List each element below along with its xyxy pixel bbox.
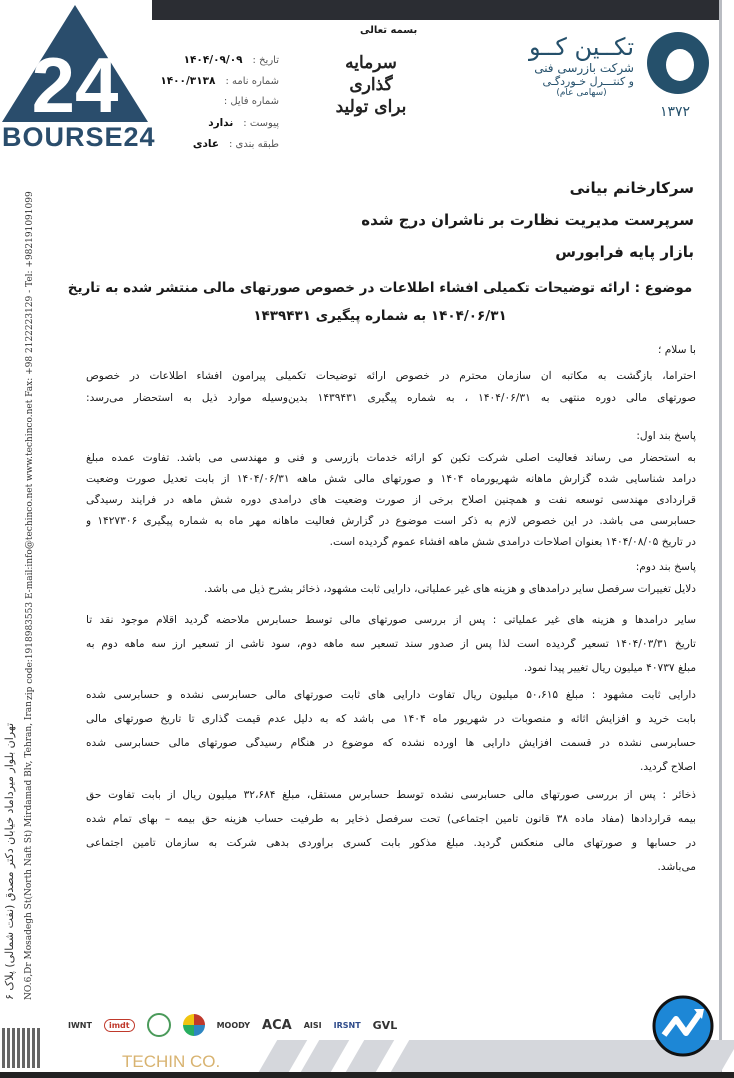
address-fa: تهران بلوار میرداماد خیابان دکتر مصدق (نفت شمالی) پلاک ۶ <box>3 722 16 1000</box>
cert-logo-imdt: imdt <box>104 1019 135 1032</box>
right-border <box>719 0 722 1078</box>
letter-meta <box>129 54 279 159</box>
company-name: تکــین کــو <box>528 33 634 61</box>
other-income-line: سایر درآمدها و هزینه های غیر عملیاتی : پس از بررسی صورتهای مالی توسط حسابرس ملاحضه گردید اقلام موجود نقد تا <box>86 614 696 626</box>
bottom-bar <box>0 1072 734 1078</box>
intro-line: احتراماً، بازگشت به مکاتبه آن سازمان محترم در خصوص ارائه توضیحات تکمیلی پیرامون افشاء اطلاعات در خصوص <box>86 370 696 382</box>
fixed-assets-line: حسابرسی نشده در قسمت افزایش دارایی ها آورده نشده که موضوع در هنگام رسیدگی صورتهای مالی حسابرسی شده <box>86 737 696 749</box>
subject-line-2: ۱۴۰۴/۰۶/۳۱ به شماره پیگیری ۱۴۳۹۴۳۱ <box>253 308 507 324</box>
other-income-line: تاریخ ۱۴۰۴/۰۳/۳۱ تسعیر گردیده است لذا پس از صدور سند تسعیر سه ماهه دوم، سود ناشی از تسعیر ارز سه ماهه دوم به <box>86 638 696 650</box>
answer2-label: پاسخ بند دوم: <box>635 561 696 573</box>
greeting: با سلام ؛ <box>657 344 696 356</box>
bourse24-logo-icon <box>0 0 150 125</box>
bourse24-badge-icon <box>652 995 714 1057</box>
meta-file-no: شماره فایل : <box>223 96 279 107</box>
cert-logo-irsnt: IRSNT <box>333 1020 361 1030</box>
bismillah: بسمه تعالی <box>360 25 418 36</box>
company-name-en: TECHIN CO. <box>122 1052 221 1071</box>
cert-logo-moody: MOODY <box>216 1020 251 1030</box>
reserves-line: بیمه قراردادها (مفاد ماده ۳۸ قانون تامین اجتماعی) تحت سرفصل ذخایر به طرفیت حساب هزینه حق بیمه – بهای تمام شده <box>86 813 696 825</box>
answer1-line: قراردادی مهندسی توسعه نفت و همچنین اصلاح برخی از صورت وضعیت های درآمدی دوره شش ماهه در فرایند رسیدگی <box>86 494 696 506</box>
reserves-line: می‌باشد. <box>657 861 696 873</box>
decor-slash <box>301 1040 349 1072</box>
cert-logo-gvl: GVL <box>372 1018 398 1032</box>
reserves-line: در حسابها و صورتهای مالی منعکس گردید. مبلغ مذکور بابت کسری برآوردی بدهی شرکت به سازمان تأمین اجتماعی <box>86 837 696 849</box>
slogan-seal: سرمایه گذاری برای تولید <box>335 53 407 117</box>
cert-wheel-icon <box>183 1014 205 1036</box>
answer2-intro: دلایل تغییرات سرفصل سایر درآمدهای و هزینه های غیر عملیاتی، دارایی ثابت مشهود، ذخائر بشرح ذیل می باشد. <box>203 583 696 595</box>
qr-code-icon <box>2 1028 40 1068</box>
fixed-assets-line: بابت خرید و افزایش اثاثه و منصوبات در شهریور ماه ۱۴۰۴ می باشد که به دلیل عدم قیمت گذاری تا تاریخ صورتهای مالی <box>86 713 696 725</box>
meta-letter-no: شماره نامه :۱۴۰۰/۳۱۳۸ <box>160 75 279 87</box>
recipient-name: سرکارخانم بیانی <box>569 179 694 197</box>
cert-seal-icon <box>147 1013 171 1037</box>
intro-line: صورتهای مالی دوره منتهی به ۱۴۰۴/۰۶/۳۱ ، به شماره پیگیری ۱۴۳۹۴۳۱ بدین‌وسیله موارد ذیل به استحضار می‌رسد: <box>86 392 696 404</box>
company-header <box>529 33 634 98</box>
certification-logos <box>68 1013 397 1037</box>
company-logo-icon <box>645 30 711 96</box>
cert-logo-aisi: AISI <box>303 1020 322 1030</box>
fixed-assets-line: دارایی ثابت مشهود : مبلغ ۵۰،۶۱۵ میلیون ریال تفاوت دارایی های ثابت صورتهای مالی حسابرسی نشده و حسابرسی شده <box>86 689 696 701</box>
cert-logo-aca: ACA <box>262 1017 292 1033</box>
top-dark-bar <box>152 0 720 20</box>
address-en: NO.6,Dr Mosadegh St(North Naft St) Mirdamad Blv, Tehran, Iran <box>24 701 34 1000</box>
company-desc-2: و کنتـــرل خـوردگـی <box>542 75 634 88</box>
bourse24-text: BOURSE24 <box>2 122 156 152</box>
cert-logo-iwnt: IWNT <box>68 1020 92 1030</box>
company-desc-1: شرکت بازرسی فنی <box>534 61 634 75</box>
svg-text:24: 24 <box>31 41 119 125</box>
founded-year: ۱۳۷۲ <box>660 104 691 120</box>
company-type: (سهامی عام) <box>556 88 607 98</box>
bourse24-watermark <box>0 0 156 155</box>
subject-line-1: موضوع : ارائه توضیحات تکمیلی افشاء اطلاعات در خصوص صورتهای مالی منتشر شده به تاریخ <box>67 280 693 296</box>
contact-info: zip code:1918983553 E-mail:info@techinco.net www.techinco.net Fax: +98 2122223129 - Tel: +982191091099 <box>25 191 35 700</box>
meta-attachment: پیوست :ندارد <box>208 117 279 129</box>
decor-slash <box>259 1040 307 1072</box>
meta-classification: طبقه بندی :عادی <box>192 138 279 150</box>
recipient-title: سرپرست مدیریت نظارت بر ناشران درج شده <box>361 211 694 229</box>
fixed-assets-line: اصلاح گردید. <box>640 761 696 773</box>
answer1-label: پاسخ بند اول: <box>636 430 696 442</box>
answer1-line: حسابرسی می باشد. در این خصوص لازم به ذکر است موضوع در گزارش فعالیت ماهانه مهر ماه به شماره پیگیری ۱۴۲۷۳۰۶ و <box>86 515 696 527</box>
answer1-line: درآمد شناسایی شده گزارش ماهانه شهریورماه ۱۴۰۴ و صورتهای مالی شش ماهه ۱۴۰۴/۰۶/۳۱ از بابت تعدیل صورت وضعیت <box>86 473 696 485</box>
answer1-line: در تاریخ ۱۴۰۴/۰۸/۰۵ بعنوان اصلاحات درآمدی شش ماهه افشاء عموم گردیده است. <box>329 536 696 548</box>
meta-date: تاریخ :۱۴۰۴/۰۹/۰۹ <box>183 54 279 66</box>
other-income-line: مبلغ ۴۰۷۳۷ میلیون ریال تغییر پیدا نمود. <box>523 662 696 674</box>
decor-slash <box>346 1040 394 1072</box>
reserves-line: ذخائر : پس از بررسی صورتهای مالی حسابرسی نشده توسط حسابرس مستقل، مبلغ ۳۲،۶۸۴ میلیون ریال از بابت تفاوت حق <box>86 789 696 801</box>
answer1-line: به استحضار می رساند فعالیت اصلی شرکت تکین کو ارائه خدمات بازرسی و فنی و مهندسی می باشد. تفاوت عمده مبلغ <box>86 452 696 464</box>
recipient-org: بازار پایه فرابورس <box>555 243 694 261</box>
